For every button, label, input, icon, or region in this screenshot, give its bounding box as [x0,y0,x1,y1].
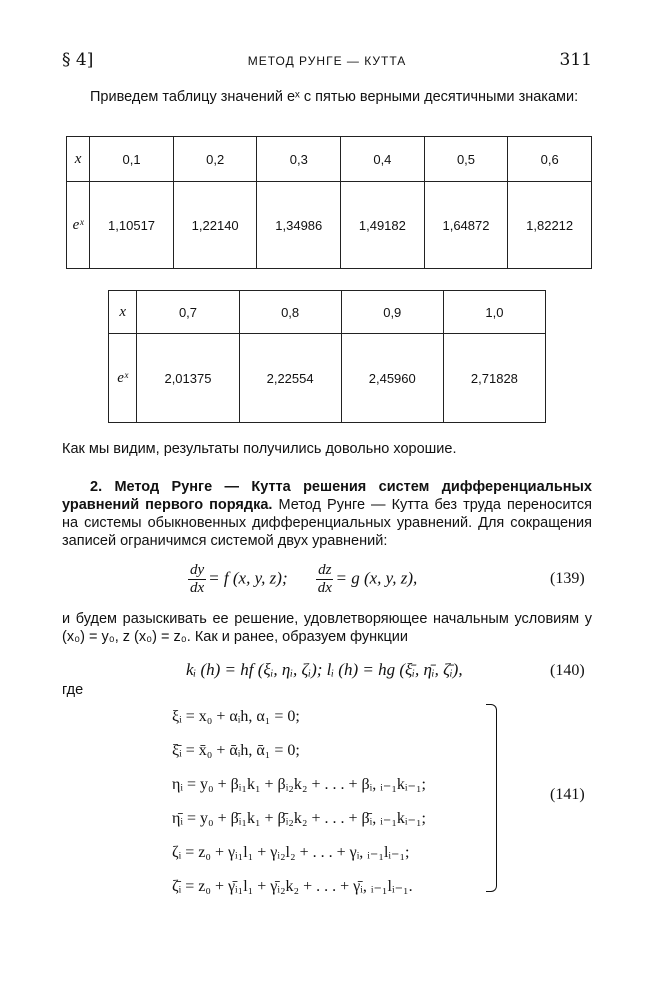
equation-line: ξᵢ = x₀ + αᵢh, α₁ = 0; [172,708,300,725]
table-cell: 0,8 [239,291,341,334]
table-cell: 0,5 [424,137,508,182]
section-heading: 2. Метод Рунге — Кутта решения систем дифференциальных уравнений первого порядка. [62,479,592,513]
table-cell: 0,2 [173,137,257,182]
equation-line: ζᵢ = z₀ + γᵢ₁l₁ + γᵢ₂l₂ + . . . + γᵢ, ᵢ₋₁lᵢ₋₁; [172,844,410,861]
table-cell: 0,6 [508,137,592,182]
section-marker: § 4] [62,50,94,70]
row-label-x: x [67,137,90,182]
page-number: 311 [559,50,592,70]
running-title: МЕТОД РУНГЕ — КУТТА [247,54,407,68]
equation-system-141 [172,700,492,904]
denominator: dx [190,580,205,596]
table-cell: 0,1 [90,137,174,182]
right-brace [486,704,497,892]
equation-140: kᵢ (h) = hf (ξᵢ, ηᵢ, ζᵢ); lᵢ (h) = hg (ξ̄ᵢ, η̄ᵢ, ζ̄ᵢ), [186,660,463,679]
table-row [109,334,546,423]
table-cell: 1,49182 [341,182,425,269]
table-cell: 0,7 [137,291,239,334]
table-cell: 1,0 [443,291,545,334]
table-row [67,137,592,182]
equation-line: η̄ᵢ = y₀ + β̄ᵢ₁k₁ + β̄ᵢ₂k₂ + . . . + β̄ᵢ, ᵢ₋₁kᵢ₋₁; [172,810,426,827]
result-sentence: Как мы видим, результаты получились довольно хорошие. [62,441,457,457]
page-header [62,50,592,74]
table-row [67,182,592,269]
row-label-exp: eˣ [109,334,137,423]
table-row [109,291,546,334]
table-cell: 2,01375 [137,334,239,423]
row-label-x: x [109,291,137,334]
section-body: Метод Рунге — Кутта без труда переносится на системы обыкновенных дифференциальных уравнений. Для сокращения записей ограничимся системой двух уравнений: [62,497,592,549]
equation-139 [186,562,417,597]
table-cell: 2,71828 [443,334,545,423]
equation-number: (140) [550,662,585,679]
equation-line: ζ̄ᵢ = z₀ + γ̄ᵢ₁l₁ + γ̄ᵢ₂k₂ + . . . + γ̄ᵢ, ᵢ₋₁lᵢ₋₁. [172,878,413,895]
table-cell: 1,64872 [424,182,508,269]
equation-line: ηᵢ = y₀ + βᵢ₁k₁ + βᵢ₂k₂ + . . . + βᵢ, ᵢ₋₁kᵢ₋₁; [172,776,426,793]
table-cell: 2,45960 [341,334,443,423]
table-cell: 0,3 [257,137,341,182]
table-cell: 1,34986 [257,182,341,269]
denominator: dx [317,580,332,596]
intro-paragraph: Приведем таблицу значений eˣ с пятью верными десятичными знаками: [90,89,579,105]
where-word: где [62,682,84,698]
numerator: dy [190,562,205,578]
table-cell: 2,22554 [239,334,341,423]
section-paragraph [62,478,592,550]
table-cell: 0,4 [341,137,425,182]
table-cell: 1,82212 [508,182,592,269]
equation-rhs: = f (x, y, z); [208,568,288,588]
fraction-dz-dx [316,562,333,597]
equation-number: (141) [550,786,585,803]
equation-rhs: = g (x, y, z), [335,568,418,588]
table-cell: 1,22140 [173,182,257,269]
table-cell: 1,10517 [90,182,174,269]
row-label-exp: eˣ [67,182,90,269]
exp-values-table-1 [66,136,592,269]
exp-values-table-2 [108,290,546,423]
continuation-paragraph: и будем разыскивать ее решение, удовлетворяющее начальным условиям y (x₀) = y₀, z (x₀) = z₀. Как и ранее, образуем функции [62,611,592,645]
fraction-dy-dx [188,562,206,597]
equation-number: (139) [550,570,585,587]
equation-line: ξ̄ᵢ = x̄₀ + ᾱᵢh, ᾱ₁ = 0; [172,742,300,759]
table-cell: 0,9 [341,291,443,334]
numerator: dz [318,562,332,578]
